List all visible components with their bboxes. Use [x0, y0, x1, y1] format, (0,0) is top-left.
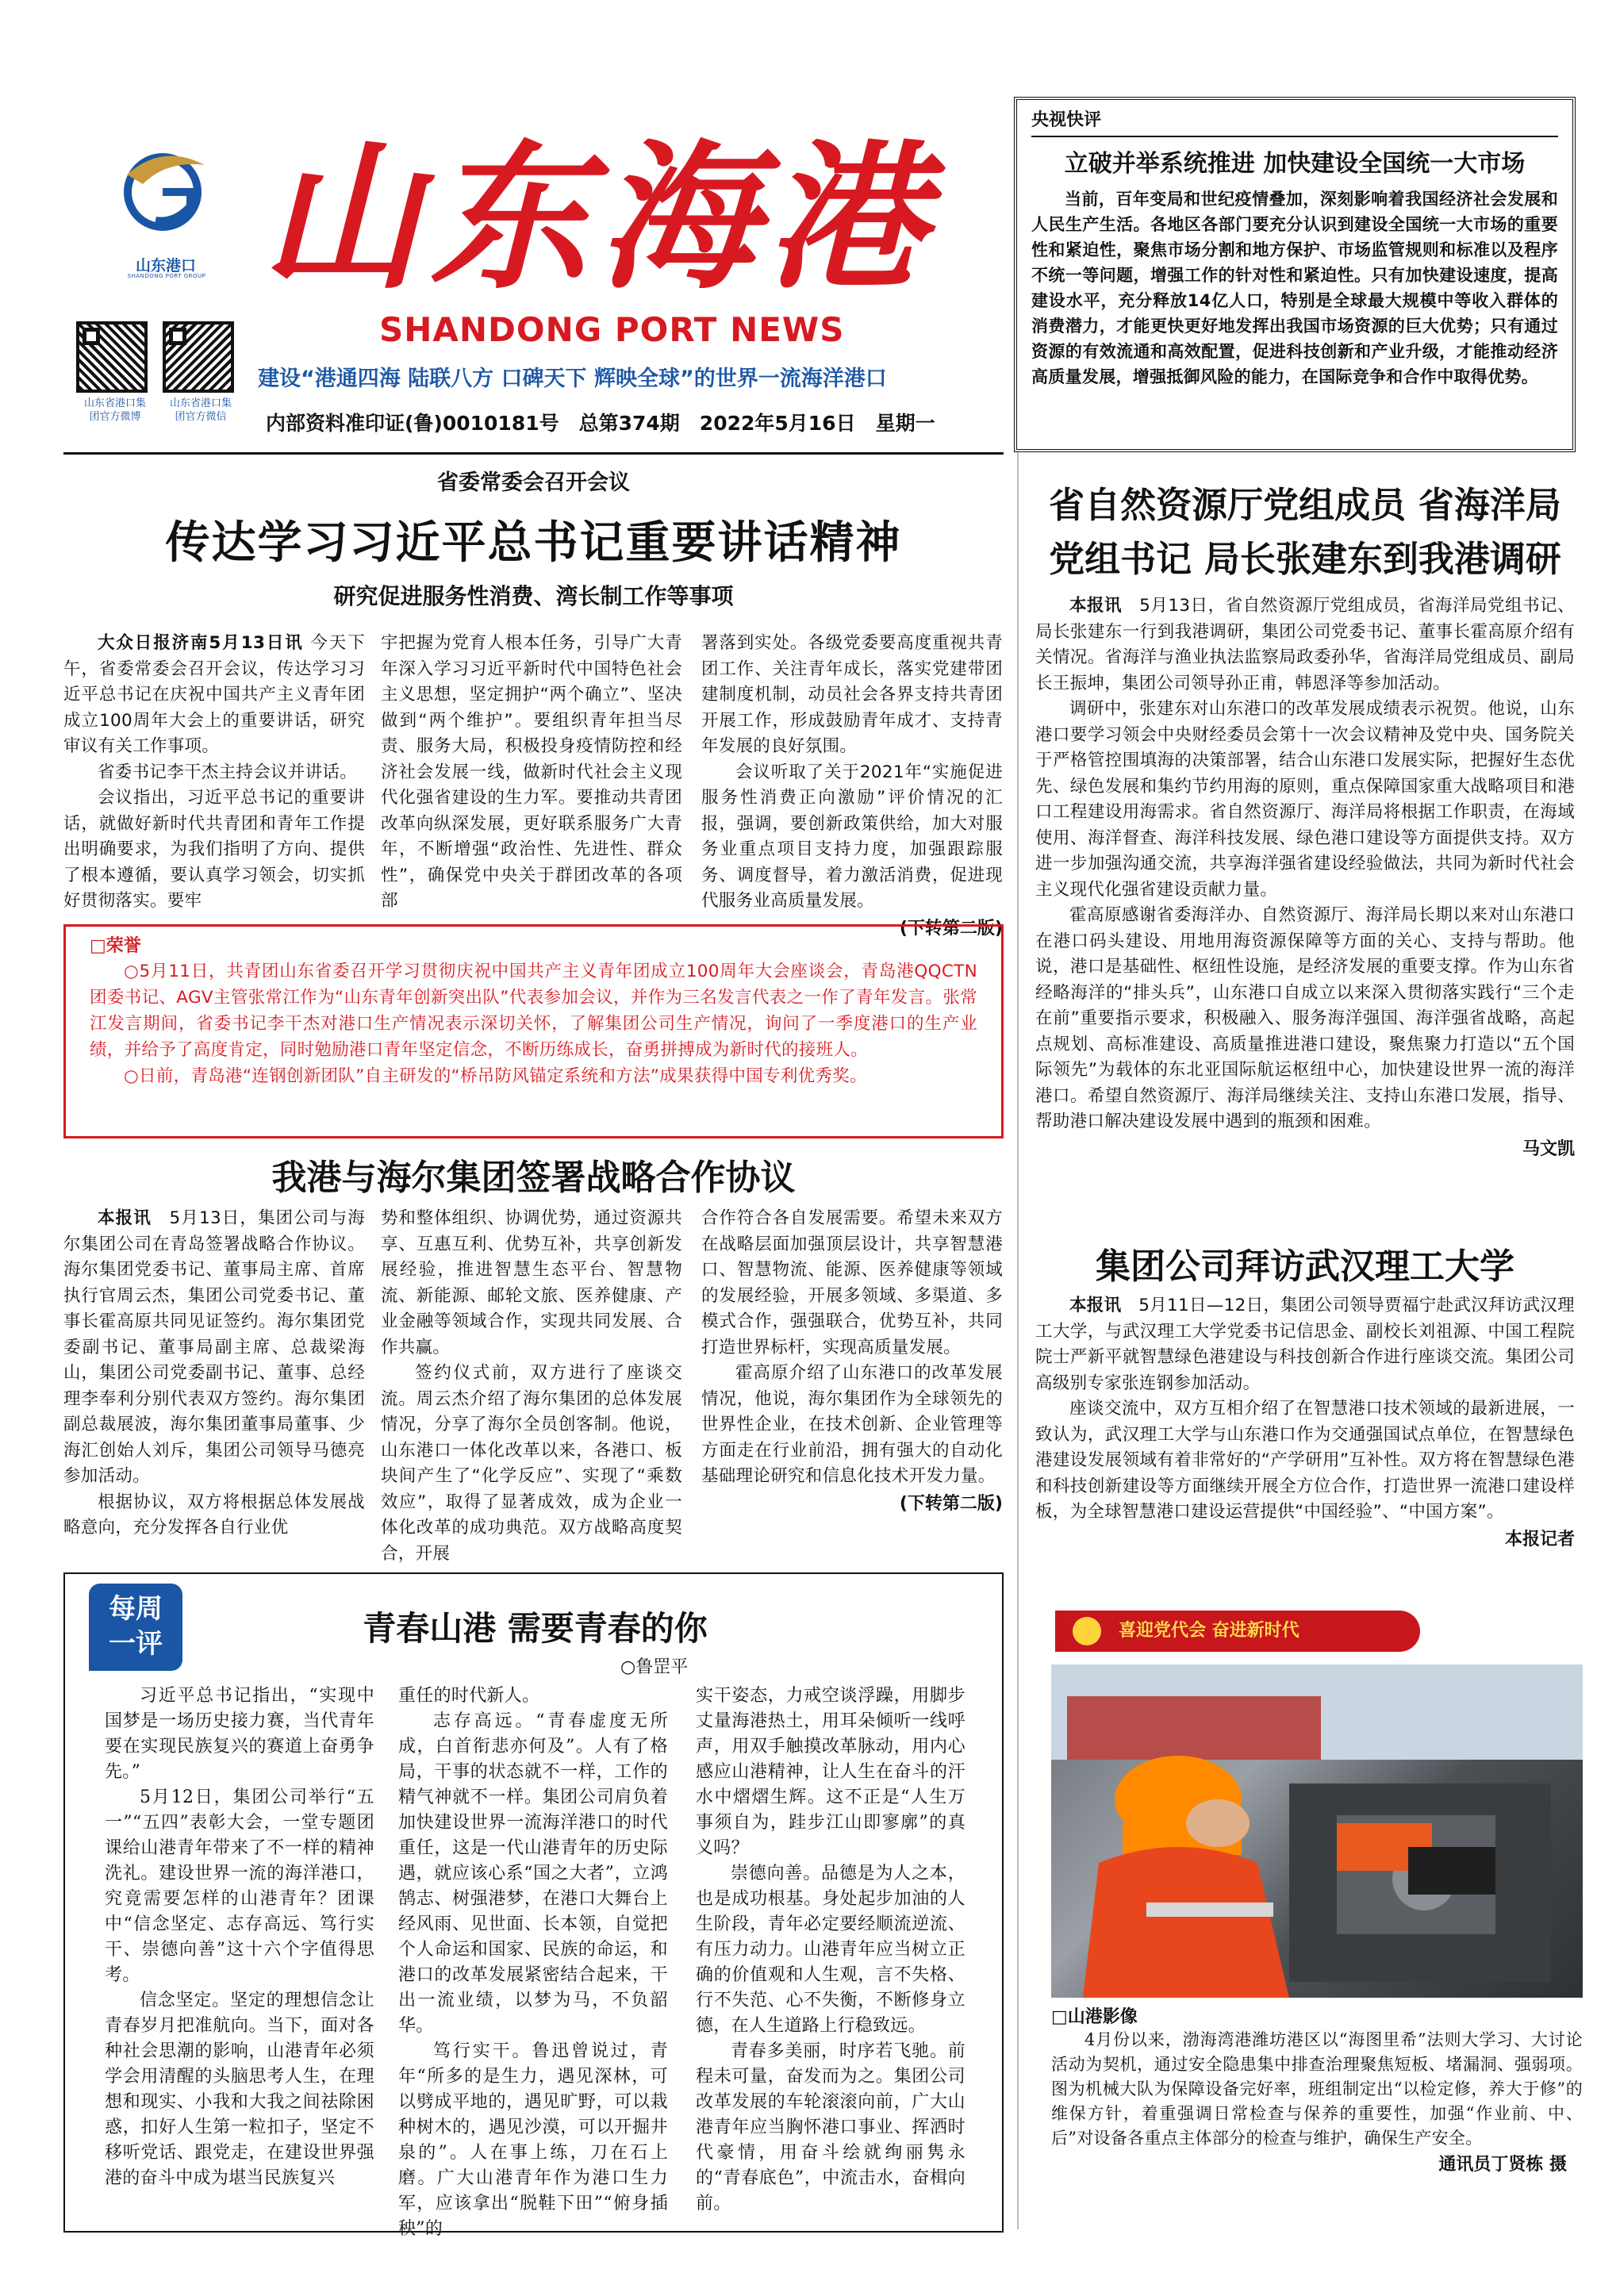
- weekly-col1: [105, 1684, 374, 2223]
- honor-box: [63, 924, 1004, 1138]
- article1-p1-text: 今天下午，省委常委会召开会议，传达学习习近平总书记在庆祝中国共产主义青年团成立100周年大会上的重要讲话，研究审议有关工作事项。: [63, 633, 366, 756]
- article1-col3-p1: 署落到实处。各级党委要高度重视共青团工作、关注青年成长，落实党建带团建制度机制，动员社会各界支持共青团开展工作，形成鼓励青年成才、支持青年发展的良好氛围。: [701, 633, 1003, 756]
- party-banner: [1055, 1611, 1420, 1652]
- article1-subhead: 研究促进服务性消费、湾长制工作等事项: [333, 583, 734, 609]
- logo-text-cn: 山东港口: [135, 257, 196, 275]
- haier-headline: 我港与海尔集团签署战略合作协议: [271, 1158, 796, 1198]
- weekly-col1-p1: 习近平总书记指出，“实现中国梦是一场历史接力赛，当代青年要在实现民族复兴的赛道上奋勇争先。”: [105, 1686, 374, 1782]
- weekly-col2-p2: 志存高远。“青春虚度无所成，白首衔悲亦何及”。人有了格局，干事的状态就不一样，工作的精气神就不一样。集团公司肩负着加快建设世界一流海洋港口的时代重任，这是一代山港青年的历史际遇，就应该心系“国之大者”，立鸿鹄志、树强港梦，在港口大舞台上经风雨、见世面、长本领，自觉把个人命运和国家、民族的命运，和港口的改革发展紧密结合起来，干出一流业绩，以梦为马，不负韶华。: [398, 1711, 668, 2036]
- cctv-tag: 央视快评: [1031, 106, 1558, 137]
- weekly-col2-p3: 笃行实干。鲁迅曾说过，青年“所多的是生力，遇见深林，可以劈成平地的，遇见旷野，可以栽种树木的，遇见沙漠，可以开掘井泉的”。人在事上练，刀在石上磨。广大山港青年作为港口生力军，应该拿出“脱鞋下田”“俯身插秧”的: [398, 2041, 668, 2239]
- article1-col3-p2: 会议听取了关于2021年“实施促进服务性消费正向激励”评价情况的汇报，强调，要创新政策供给，加大对服务业重点项目支持力度，加强跟踪服务、调度督导，着力激活消费，促进现代服务业高质量发展。: [701, 762, 1003, 911]
- photo-caption: [1051, 2003, 1583, 2233]
- qr-label-wechat: 山东省港口集团官方微信: [169, 397, 232, 423]
- haier-col3: [701, 1206, 1003, 1555]
- haier-col1: [63, 1206, 365, 1555]
- worker-photo-illustration: [1051, 1664, 1583, 1998]
- honor-item-1: ○5月11日，共青团山东省委召开学习贯彻庆祝中国共产主义青年团成立100周年大会座谈会，青岛港QQCTN团委书记、AGV主管张常江作为“山东青年创新突出队”代表参加会议，并作为三名发言代表之一作了青年发言。张常江发言期间，省委书记李干杰对港口生产情况表示深切关怀，了解集团公司生产情况，询问了一季度港口的生产业绩，并给予了高度肯定，同时勉励港口青年坚定信念，不断历练成长，奋勇拼搏成为新时代的接班人。: [90, 962, 977, 1060]
- article1-lead: 大众日报济南5月13日讯: [98, 633, 304, 653]
- weekly-badge-bottom: 一评: [109, 1628, 163, 1660]
- wuhan-p1-text: 5月11日—12日，集团公司领导贾福宁赴武汉拜访武汉理工大学，与武汉理工大学党委书记信思金、副校长刘祖源、中国工程院院士严新平就智慧绿色港建设与科技创新合作进行座谈交流。集团公司高级别专家张连钢参加活动。: [1035, 1296, 1575, 1393]
- photo-credit: 通讯员丁贤栋 摄: [1438, 2155, 1567, 2175]
- wuhan-headline: 集团公司拜访武汉理工大学: [1096, 1246, 1514, 1287]
- article1-col2: [381, 631, 682, 924]
- wuhan-p1: [1035, 1293, 1575, 1396]
- masthead-title: 山东海港: [262, 125, 935, 311]
- article1-col2-text: 宇把握为党育人根本任务，引导广大青年深入学习习近平新时代中国特色社会主义思想，坚定拥护“两个确立”、坚决做到“两个维护”。要组织青年担当尽责、服务大局，积极投身疫情防控和经济社会发展一线，做新时代社会主义现代化强省建设的生力军。要推动共青团改革向纵深发展，更好联系服务广大青年，不断增强“政治性、先进性、群众性”，确保党中央关于群团改革的各项部: [381, 633, 682, 911]
- zhang-body: [1035, 593, 1575, 1220]
- weekly-badge-top: 每周: [109, 1593, 163, 1625]
- caption-text: 4月份以来，渤海湾港潍坊港区以“海图里希”法则大学习、大讨论活动为契机，通过安全隐患集中排查治理聚焦短板、堵漏洞、强弱项。图为机械大队为保障设备完好率，班组制定出“以检定修，养大于修”的维保方针，着重强调日常检查与保养的重要性，加强“作业前、中、后”对设备各重点主体部分的检查与维护，确保生产安全。: [1051, 2030, 1583, 2148]
- zhang-author: 马文凯: [1522, 1138, 1575, 1159]
- zhang-p3: 霍高原感谢省委海洋办、自然资源厅、海洋局长期以来对山东港口在港口码头建设、用地用海资源保障等方面的关心、支持与帮助。他说，港口是基础性、枢纽性设施，是经济发展的重要支撑。作为山东省经略海洋的“排头兵”，山东港口自成立以来深入贯彻落实践行“三个走在前”重要指示要求，积极融入、服务海洋强国、海洋强省战略，高起点规划、高标准建设、高质量推进港口建设，聚焦聚力打造以“五个国际领先”为载体的东北亚国际航运枢纽中心，加快建设世界一流的海洋港口。希望自然资源厅、海洋局继续关注、支持山东港口发展，指导、帮助港口解决建设发展中遇到的瓶颈和困难。: [1035, 905, 1575, 1131]
- article1-col1: [63, 631, 365, 924]
- cctv-body: 当前，百年变局和世纪疫情叠加，深刻影响着我国经济社会发展和人民生产生活。各地区各部门要充分认识到建设全国统一大市场的重要性和紧迫性，聚焦市场分割和地方保护、市场监管规则和标准以及程序不统一等问题，增强工作的针对性和紧迫性。只有加快建设速度，提高建设水平，充分释放14亿人口，特别是全球最大规模中等收入群体的消费潜力，才能更快更好地发挥出我国市场资源的巨大优势；只有通过资源的有效流通和高效配置，促进科技创新和产业升级，才能推动经济高质量发展，增强抵御风险的能力，在国际竞争和合作中取得优势。: [1031, 190, 1558, 386]
- wuhan-body: [1035, 1293, 1575, 1579]
- masthead-divider: [63, 452, 1004, 455]
- honor-item-2: ○日前，青岛港“连钢创新团队”自主研发的“桥吊防风锚定系统和方法”成果获得中国专利优秀奖。: [124, 1066, 867, 1086]
- caption-tag: □山港影像: [1051, 2007, 1138, 2027]
- maintenance-photo: [1051, 1664, 1583, 1998]
- weekly-headline: 青春山港 需要青春的你: [363, 1609, 708, 1648]
- haier-p1-text: 5月13日，集团公司与海尔集团公司在青岛签署战略合作协议。海尔集团党委书记、董事局主席、首席执行官周云杰，集团公司党委书记、董事长霍高原共同见证签约。海尔集团党委副书记、董事局副主席、总裁梁海山，集团公司党委副书记、董事、总经理李奉利分别代表双方签约。海尔集团副总裁展波，海尔集团董事局董事、少海汇创始人刘斥，集团公司领导马德亮参加活动。: [63, 1208, 365, 1486]
- masthead-title-en: SHANDONG PORT NEWS: [379, 310, 845, 349]
- cctv-headline: 立破并举系统推进 加快建设全国统一大市场: [1064, 150, 1526, 178]
- article1-p2: 省委书记李干杰主持会议并讲话。: [98, 762, 358, 782]
- qr-label-weibo: 山东省港口集团官方微博: [83, 397, 146, 423]
- port-group-logo-icon: [111, 143, 214, 238]
- zhang-p2: 调研中，张建东对山东港口的改革发展成绩表示祝贺。他说，山东港口要学习领会中央财经委员会第十一次会议精神及党中央、国务院关于严格管控围填海的决策部署，结合山东港口发展实际，把握好生态优先、绿色发展和集约节约用海的原则，重点保障国家重大战略项目和港口工程建设用海需求。省自然资源厅、海洋局将根据工作职责，在海域使用、海洋督查、海洋科技发展、绿色港口建设等方面提供支持。双方进一步加强沟通交流，共享海洋强省建设经验做法，共同为新时代社会主义现代化强省建设贡献力量。: [1035, 699, 1575, 900]
- zhang-headline-line1: 省自然资源厅党组成员 省海洋局: [1049, 484, 1561, 526]
- party-emblem-icon: [1073, 1617, 1101, 1645]
- qr-corner-icon: [169, 328, 186, 345]
- haier-turn-note: (下转第二版): [899, 1493, 1003, 1514]
- haier-col2-p2: 签约仪式前，双方进行了座谈交流。周云杰介绍了海尔集团的总体发展情况，分享了海尔全员创客制。他说，山东港口一体化改革以来，各港口、板块间产生了“化学反应”、实现了“乘数效应”，取得了显著成效，成为企业一体化改革的成功典范。双方战略高度契合，开展: [381, 1363, 682, 1564]
- haier-col3-p2: 霍高原介绍了山东港口的改革发展情况，他说，海尔集团作为全球领先的世界性企业，在技术创新、企业管理等方面走在行业前沿，拥有强大的自动化基础理论研究和信息化技术开发力量。: [701, 1363, 1003, 1486]
- wuhan-lead: 本报讯: [1069, 1296, 1122, 1315]
- weekly-col1-p3: 信念坚定。坚定的理想信念让青春岁月把准航向。当下，面对各种社会思潮的影响，山港青年必须学会用清醒的头脑思考人生，在理想和现实、小我和大我之间祛除困惑，扣好人生第一粒扣子，坚定不移听党话、跟党走，在建设世界强港的奋斗中成为堪当民族复兴: [105, 1991, 374, 2188]
- weekly-col3: [696, 1684, 965, 2223]
- article1-p1: [63, 631, 365, 760]
- weekly-col3-p3: 青春多美丽，时序若飞驰。前程未可量，奋发而为之。集团公司改革发展的车轮滚滚向前，广大山港青年应当胸怀港口事业、挥洒时代豪情，用奋斗绘就绚丽隽永的“青春底色”，中流击水，奋楫向前。: [696, 2041, 965, 2213]
- weekly-col1-p2: 5月12日，集团公司举行“五一”“五四”表彰大会，一堂专题团课给山港青年带来了不一样的精神洗礼。建设世界一流的海洋港口，究竟需要怎样的山港青年？团课中“信念坚定、志存高远、笃行实干、崇德向善”这十六个字值得思考。: [105, 1787, 374, 1985]
- article1-kicker: 省委常委会召开会议: [437, 470, 630, 495]
- honor-tag: □荣誉: [90, 936, 141, 956]
- issue-info: 内部资料准印证(鲁)0010181号 总第374期 2022年5月16日 星期一: [266, 412, 935, 435]
- article1-col3: [701, 631, 1003, 939]
- weekly-col3-p1: 实干姿态，力戒空谈浮躁，用脚步丈量海港热土，用耳朵倾听一线呼声，用双手触摸改革脉动，用内心感应山港精神，让人生在奋斗的汗水中熠熠生辉。这不正是“人生万事须自为，跬步江山即寥廓”的真义吗？: [696, 1686, 965, 1858]
- haier-col3-p1: 合作符合各自发展需要。希望未来双方在战略层面加强顶层设计，共享智慧港口、智慧物流、能源、医养健康等领域的发展经验，开展多领域、多渠道、多模式合作，强强联合，优势互补，共同打造世界标杆，实现高质量发展。: [701, 1208, 1003, 1357]
- zhang-p1: [1035, 593, 1575, 697]
- zhang-p1-text: 5月13日，省自然资源厅党组成员，省海洋局党组书记、局长张建东一行到我港调研，集团公司党委书记、董事长霍高原介绍有关情况。省海洋与渔业执法监察局政委孙华，省海洋局党组成员、副局长王振坤，集团公司领导孙正甫，韩恩泽等参加活动。: [1035, 596, 1575, 693]
- haier-col2-p1: 势和整体组织、协调优势，通过资源共享、互惠互利、优势互补，共享创新发展经验，推进智慧生态平台、智慧物流、新能源、邮轮文旅、医养健康、产业金融等领域合作，实现共同发展、合作共赢。: [381, 1208, 682, 1357]
- wuhan-p2: 座谈交流中，双方互相介绍了在智慧港口技术领域的最新进展，一致认为，武汉理工大学与山东港口作为交通强国试点单位，在智慧绿色港建设发展领域有着非常好的“产学研用”互补性。双方将在智慧绿色港和科技创新建设等方面继续开展全方位合作，打造世界一流港口建设样板，为全球智慧港口建设运营提供“中国经验”、“中国方案”。: [1035, 1399, 1575, 1522]
- article1-headline: 传达学习习近平总书记重要讲话精神: [165, 517, 902, 569]
- weekly-commentary-box: [63, 1572, 1004, 2239]
- masthead-slogan: 建设“港通四海 陆联八方 口碑天下 辉映全球”的世界一流海洋港口: [258, 367, 887, 391]
- qr-code-weibo: [76, 321, 148, 393]
- zhang-headline-line2: 党组书记 局长张建东到我港调研: [1049, 538, 1561, 580]
- logo-text-en: SHANDONG PORT GROUP: [127, 273, 206, 279]
- weekly-col2-p1: 重任的时代新人。: [398, 1686, 540, 1706]
- wuhan-author: 本报记者: [1504, 1529, 1575, 1549]
- article1-turn-note: (下转第二版): [899, 918, 1003, 939]
- article1-p3: 会议指出，习近平总书记的重要讲话，就做好新时代共青团和青年工作提出明确要求，为我们指明了方向、提供了根本遵循，要认真学习领会，切实抓好贯彻落实。要牢: [63, 788, 365, 911]
- honor-tag-text: 荣誉: [106, 936, 141, 956]
- weekly-col2: [398, 1684, 668, 2239]
- right-column-rule: [1017, 452, 1019, 2229]
- haier-p1: [63, 1206, 365, 1490]
- banner-text: 喜迎党代会 奋进新时代: [1119, 1621, 1299, 1641]
- group-logo: [111, 143, 214, 279]
- haier-p2: 根据协议，双方将根据总体发展战略意向，充分发挥各自行业优: [63, 1492, 365, 1538]
- haier-lead: 本报讯: [98, 1208, 152, 1228]
- weekly-byline: ○鲁罡平: [620, 1657, 689, 1677]
- qr-corner-icon: [83, 328, 100, 345]
- haier-col2: [381, 1206, 682, 1564]
- weekly-col3-p2: 崇德向善。品德是为人之本，也是成功根基。身处起步加油的人生阶段，青年必定要经顺流逆流、有压力动力。山港青年应当树立正确的价值观和人生观，言不失格、行不失范、心不失衡，不断修身立德，在人生道路上行稳致远。: [696, 1864, 965, 2036]
- cctv-commentary-box: [1014, 97, 1576, 452]
- qr-code-wechat: [163, 321, 234, 393]
- zhang-lead: 本报讯: [1069, 596, 1123, 616]
